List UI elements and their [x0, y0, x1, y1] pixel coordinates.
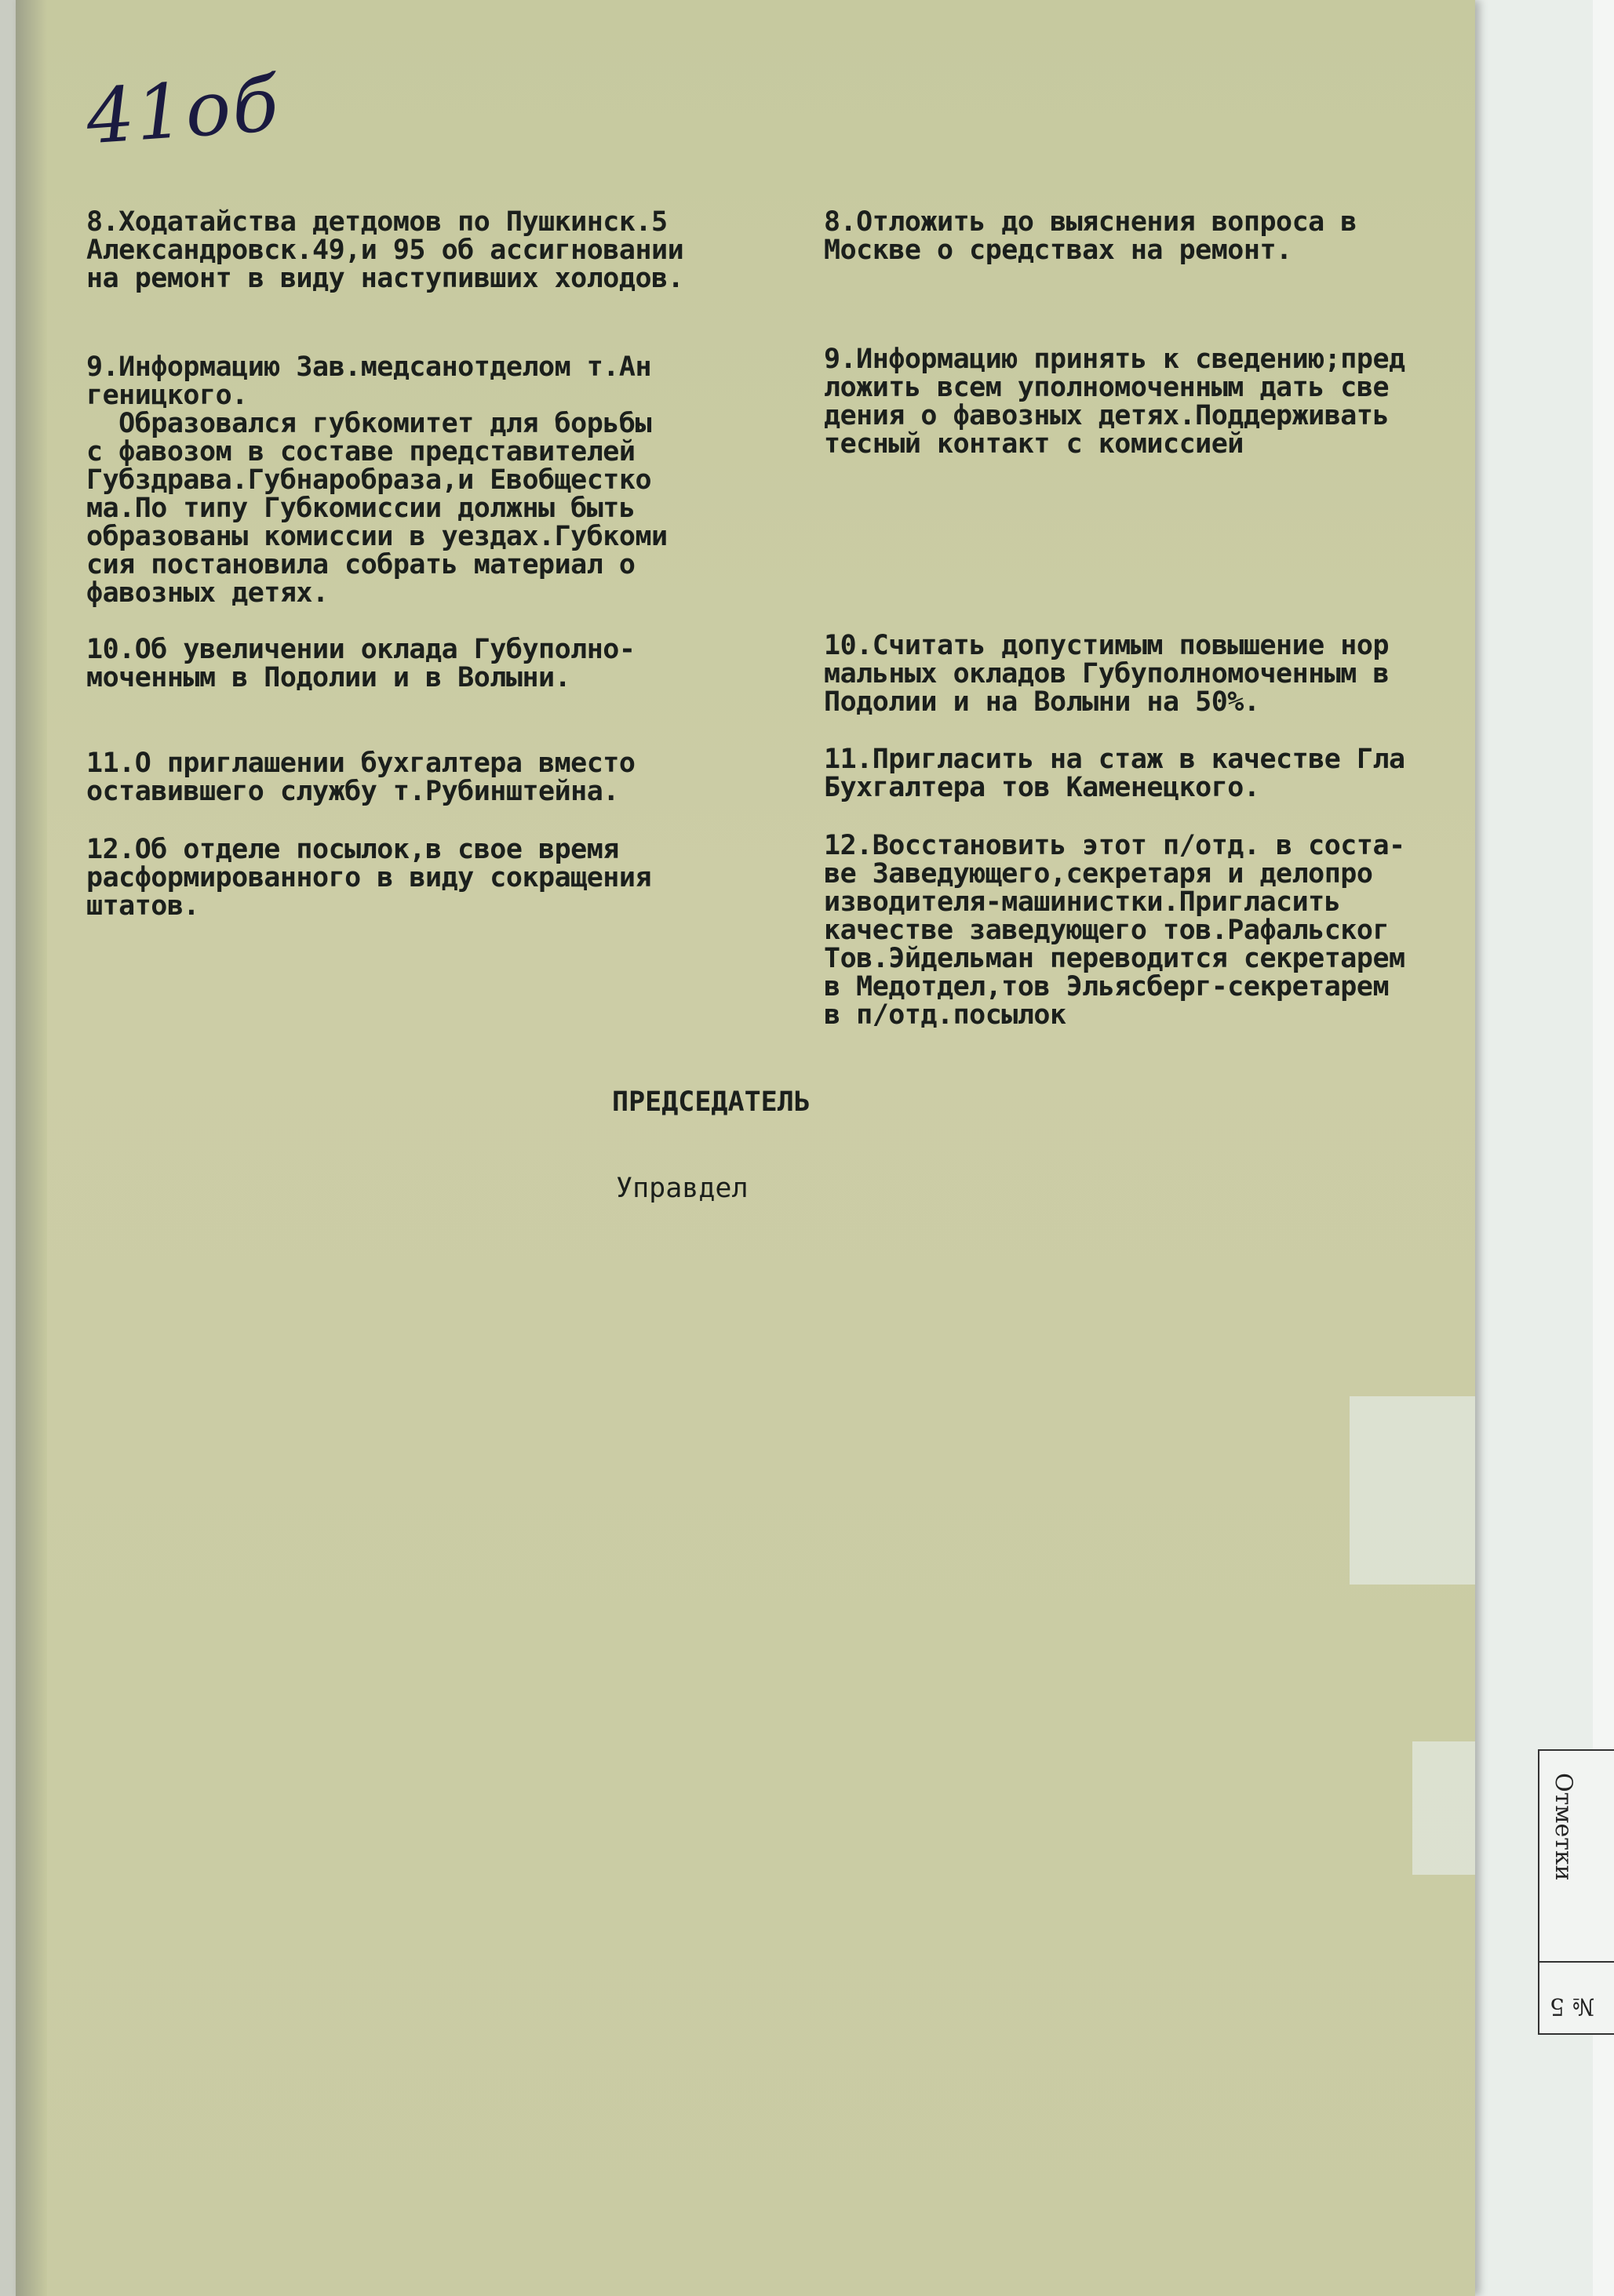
item-12-subject: 12.Об отделе посылок,в свое время расформированного в виду сокращения штатов.	[86, 834, 652, 922]
item-11-subject: 11.О приглашении бухгалтера вместо оставившего службу т.Рубинштейна.	[86, 748, 636, 807]
document-page	[16, 0, 1475, 2296]
item-10-resolution: 10.Считать допустимым повышение нор мальных окладов Губуполномоченным в Подолии и на Волыни на 50%.	[824, 630, 1390, 718]
chairman-signature-line: ПРЕДСЕДАТЕЛЬ	[612, 1086, 811, 1118]
page-left-edge	[16, 0, 47, 2296]
item-11-resolution: 11.Пригласить на стаж в качестве Гла Бухгалтера тов Каменецкого.	[824, 744, 1405, 803]
manager-signature-line: Управдел	[616, 1173, 749, 1204]
item-8-subject: 8.Ходатайства детдомов по Пушкинск.5 Александровск.49,и 95 об ассигновании на ремонт в виду наступивших холодов.	[86, 206, 684, 294]
item-9-subject: 9.Информацию Зав.медсанотделом т.Ан геницкого. Образовался губкомитет для борьбы с фавозом в составе представителей Губздрава.Губнаробраза,и Евобщестко ма.По типу Губкомиссии должны быть образованы комиссии в уездах.Губкоми сия постановила собрать материал о фавозных детях.	[86, 351, 668, 609]
item-10-subject: 10.Об увеличении оклада Губуполно- моченным в Подолии и в Волыни.	[86, 634, 636, 693]
item-12-resolution: 12.Восстановить этот п/отд. в соста- ве Заведующего,секретаря и делопро изводителя-машинистки.Пригласить качестве заведующего тов.Рафальског Тов.Эйдельман переводится секретарем в Медотдел,тов Эльясберг-секретарем в п/отд.посылок	[824, 830, 1405, 1031]
marks-number: № 5	[1550, 1992, 1595, 2020]
paper-repair-patch	[1350, 1396, 1475, 1585]
item-8-resolution: 8.Отложить до выяснения вопроса в Москве о средствах на ремонт.	[824, 206, 1357, 266]
archive-page-number: 41об	[83, 60, 283, 162]
item-9-resolution: 9.Информацию принять к сведению;пред ложить всем уполномоченным дать све дения о фавозных детях.Поддерживать тесный контакт с комиссией	[824, 344, 1405, 460]
marks-label: Отметки	[1550, 1773, 1577, 1881]
marks-divider	[1538, 1961, 1614, 1963]
paper-repair-patch	[1412, 1741, 1475, 1875]
